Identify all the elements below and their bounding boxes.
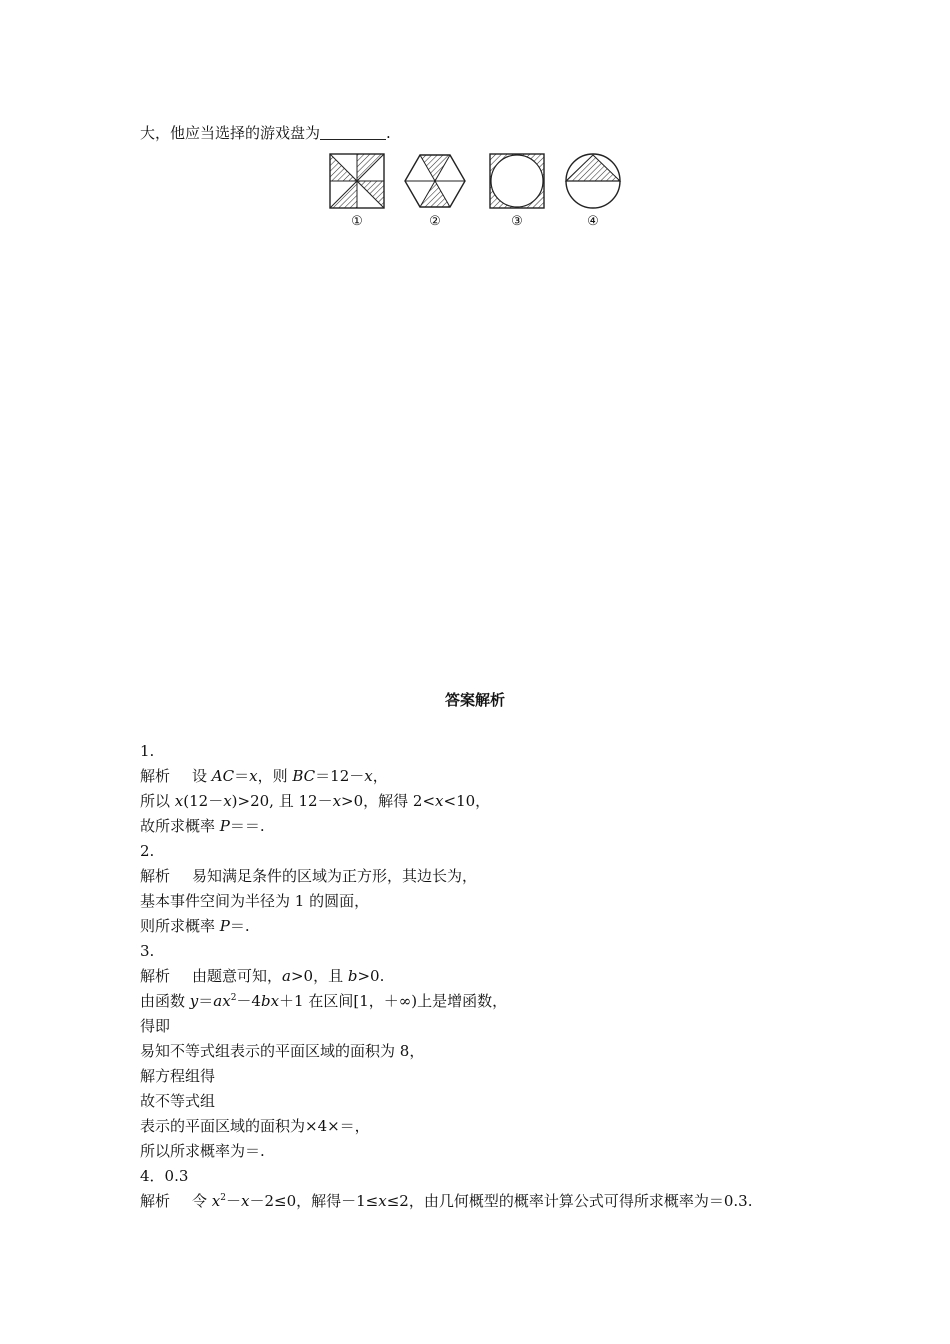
text: 令 [192, 1192, 212, 1210]
figure-3-square-circle-board [490, 154, 544, 208]
var-x: x [223, 792, 232, 810]
text: (12－ [183, 792, 224, 810]
answer-3-line-8: 所以所求概率为＝. [140, 1142, 265, 1160]
text: 则所求概率 [140, 917, 220, 935]
answer-2-line-1 [140, 866, 477, 886]
figure-2-hexagon-board [405, 155, 465, 207]
text: －2≤0，解得－1≤ [249, 1192, 379, 1210]
answer-1-number: 1. [140, 742, 155, 760]
var-b: b [347, 967, 358, 985]
question-line [140, 123, 391, 143]
exponent: 2 [220, 1193, 226, 1203]
text: <10， [443, 792, 491, 810]
text: ＝＝. [229, 817, 265, 835]
text: ＝12－ [315, 767, 365, 785]
var-P: P [219, 817, 230, 835]
answer-3-line-5: 解方程组得 [140, 1067, 216, 1085]
analysis-label: 解析 [140, 1192, 171, 1210]
figure-label-3: ③ [511, 214, 523, 229]
var-AC: AC [211, 767, 235, 785]
text: >0，解得 2< [341, 792, 436, 810]
question-text: 大，他应当选择的游戏盘为 [140, 124, 321, 142]
text: ，则 [257, 767, 293, 785]
var-BC: BC [292, 767, 316, 785]
text: >0，且 [290, 967, 348, 985]
answer-3-line-3: 得即 [140, 1017, 171, 1035]
game-board-figures [322, 150, 632, 232]
var-bx: bx [260, 992, 280, 1010]
var-x: x [211, 1192, 221, 1210]
answer-3-line-2 [140, 991, 507, 1011]
answer-3-line-7: 表示的平面区域的面积为×4×＝， [140, 1117, 370, 1135]
answer-3-number: 3. [140, 942, 155, 960]
var-x: x [332, 792, 342, 810]
figure-label-4: ④ [587, 214, 599, 229]
text: 故所求概率 [140, 817, 220, 835]
analysis-label: 解析 [140, 967, 171, 985]
answer-2-line-2: 基本事件空间为半径为 1 的圆面， [140, 892, 370, 910]
figure-1-square-board [330, 154, 384, 208]
text: 设 [192, 767, 212, 785]
question-period: . [386, 124, 391, 142]
text: － [226, 1192, 242, 1210]
var-y: y [189, 992, 199, 1010]
var-ax: ax [213, 992, 231, 1010]
var-x: x [378, 1192, 387, 1210]
text: )>20, 且 12－ [231, 792, 333, 810]
exponent: 2 [230, 993, 237, 1003]
text: －4 [236, 992, 261, 1010]
answer-3-line-4: 易知不等式组表示的平面区域的面积为 8， [140, 1042, 425, 1060]
answer-4-line-1 [140, 1191, 752, 1211]
text: ＝. [229, 917, 250, 935]
var-x: x [241, 1192, 250, 1210]
figure-4-circle-triangle-board [566, 154, 620, 208]
var-x: x [249, 767, 258, 785]
text: ＝ [234, 767, 250, 785]
answer-1-line-3 [140, 816, 265, 836]
text: ， [372, 767, 388, 785]
var-x: x [364, 767, 373, 785]
text: 易知满足条件的区域为正方形，其边长为， [192, 867, 478, 885]
var-P: P [219, 917, 230, 935]
var-a: a [282, 967, 291, 985]
text: 由函数 [140, 992, 190, 1010]
figure-label-1: ① [351, 214, 363, 229]
text: ≤2，由几何概型的概率计算公式可得所求概率为＝0.3. [386, 1192, 753, 1210]
answer-4-number: 4．0.3 [140, 1167, 189, 1185]
answer-3-line-6: 故不等式组 [140, 1092, 216, 1110]
text: 所以 [140, 792, 175, 810]
answer-blank [320, 125, 386, 140]
var-x: x [435, 792, 444, 810]
answer-section-title: 答案解析 [444, 691, 505, 709]
text: >0. [357, 967, 385, 985]
answer-3-line-1 [140, 966, 384, 986]
figures-svg [322, 150, 632, 212]
text: ＝ [198, 992, 214, 1010]
answer-2-line-3 [140, 916, 250, 936]
answer-2-number: 2. [140, 842, 155, 860]
analysis-label: 解析 [140, 767, 171, 785]
analysis-label: 解析 [140, 867, 171, 885]
text: ＋1 在区间[1，＋∞)上是增函数， [279, 992, 508, 1010]
answer-1-line-2 [140, 791, 490, 811]
figure-label-2: ② [429, 214, 441, 229]
text: 由题意可知， [192, 967, 283, 985]
answer-1-line-1 [140, 766, 388, 786]
var-x: x [174, 792, 184, 810]
